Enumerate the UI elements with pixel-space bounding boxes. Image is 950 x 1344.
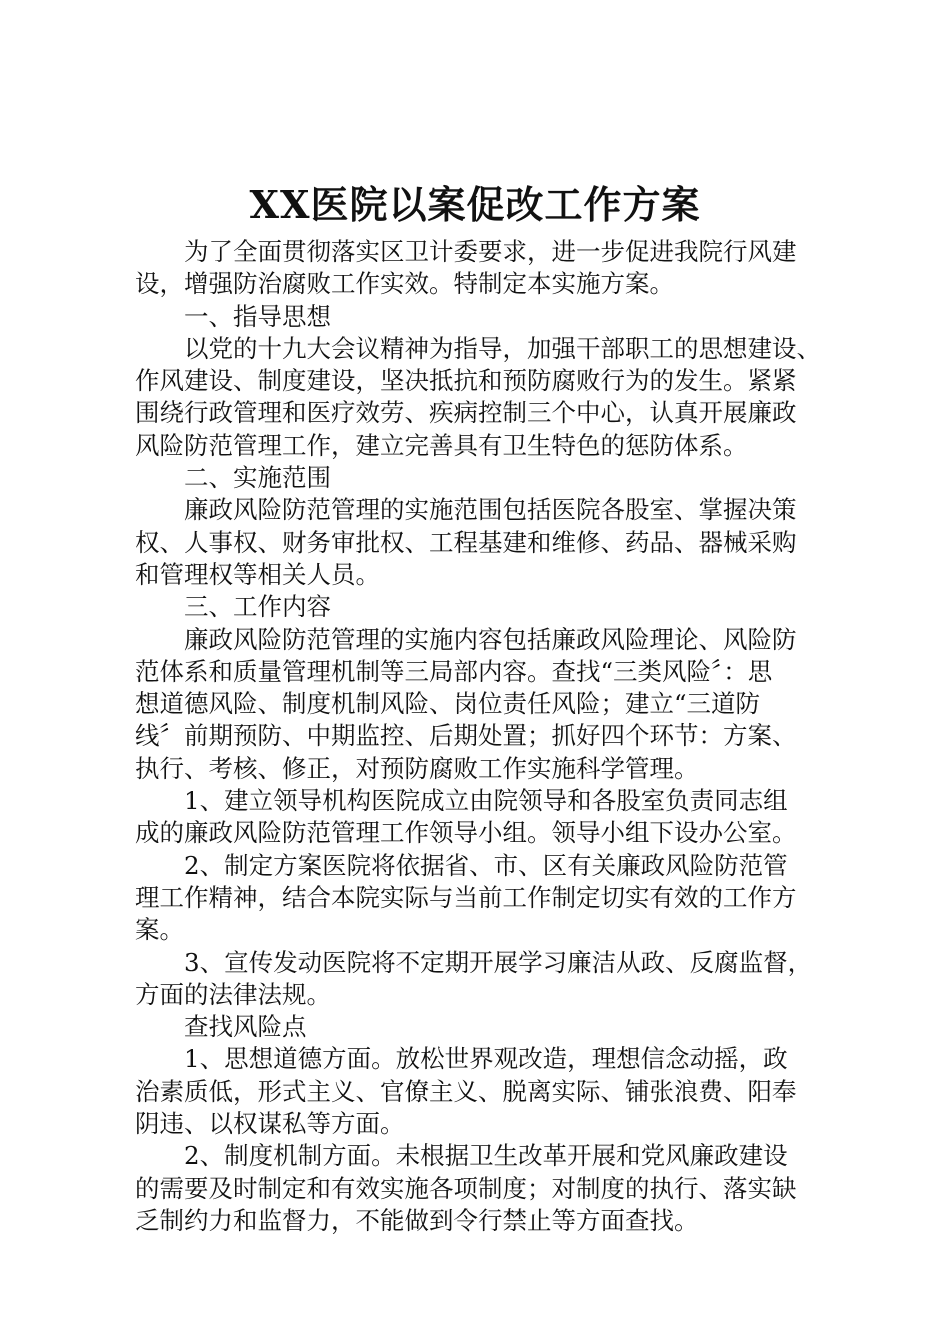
- paragraph-line: 一、指导思想: [184, 301, 331, 331]
- document-body: [135, 236, 835, 1237]
- paragraph-line: 方面的法律法规。: [135, 979, 331, 1009]
- paragraph-line: 查找风险点: [184, 1012, 307, 1042]
- paragraph: [135, 494, 835, 591]
- paragraph-line: 成的廉政风险防范管理工作领导小组。领导小组下设办公室。: [135, 818, 797, 848]
- paragraph-line: 以党的十九大会议精神为指导，加强干部职工的思想建设、: [184, 333, 821, 363]
- paragraph: [135, 1140, 835, 1237]
- paragraph-line: 1、思想道德方面。放松世界观改造，理想信念动摇，政: [184, 1044, 788, 1074]
- paragraph: [135, 333, 835, 462]
- paragraph: [135, 850, 835, 947]
- paragraph-line: 2、制度机制方面。未根据卫生改革开展和党风廉政建设: [184, 1141, 788, 1171]
- paragraph: [135, 462, 835, 494]
- paragraph: [135, 947, 835, 1012]
- paragraph-line: 设，增强防治腐败工作实效。特制定本实施方案。: [135, 269, 674, 299]
- paragraph-line: 案。: [135, 915, 184, 945]
- paragraph-line: 阴违、以权谋私等方面。: [135, 1109, 405, 1139]
- paragraph-line: 理工作精神，结合本院实际与当前工作制定切实有效的工作方: [135, 882, 797, 912]
- paragraph-line: 作风建设、制度建设，坚决抵抗和预防腐败行为的发生。紧紧: [135, 366, 797, 396]
- paragraph-line: 治素质低，形式主义、官僚主义、脱离实际、铺张浪费、阳奉: [135, 1076, 797, 1106]
- paragraph-line: 范体系和质量管理机制等三局部内容。查找“三类风险〞：思: [135, 656, 773, 686]
- paragraph-line: 想道德风险、制度机制风险、岗位责任风险；建立“三道防: [135, 689, 761, 719]
- paragraph-line: 为了全面贯彻落实区卫计委要求，进一步促进我院行风建: [184, 237, 797, 266]
- paragraph: [135, 301, 835, 333]
- paragraph-line: 1、建立领导机构医院成立由院领导和各股室负责同志组: [184, 786, 788, 816]
- paragraph-line: 风险防范管理工作，建立完善具有卫生特色的惩防体系。: [135, 430, 748, 460]
- paragraph: [135, 591, 835, 623]
- paragraph-line: 权、人事权、财务审批权、工程基建和维修、药品、器械采购: [135, 527, 797, 557]
- paragraph-line: 乏制约力和监督力，不能做到令行禁止等方面查找。: [135, 1205, 699, 1235]
- paragraph-line: 3、宣传发动医院将不定期开展学习廉洁从政、反腐监督，: [184, 947, 813, 977]
- paragraph-line: 的需要及时制定和有效实施各项制度；对制度的执行、落实缺: [135, 1173, 797, 1203]
- paragraph-line: 2、制定方案医院将依据省、市、区有关廉政风险防范管: [184, 850, 788, 880]
- paragraph-line: 执行、考核、修正，对预防腐败工作实施科学管理。: [135, 753, 699, 783]
- paragraph: [135, 624, 835, 785]
- paragraph: [135, 236, 835, 301]
- paragraph: [135, 1011, 835, 1043]
- paragraph-line: 廉政风险防范管理的实施内容包括廉政风险理论、风险防: [184, 624, 797, 654]
- document-title: XX医院以案促改工作方案: [249, 182, 701, 227]
- paragraph: [135, 1043, 835, 1140]
- paragraph: [135, 785, 835, 850]
- paragraph-line: 和管理权等相关人员。: [135, 559, 380, 589]
- paragraph-line: 廉政风险防范管理的实施范围包括医院各股室、掌握决策: [184, 495, 797, 525]
- paragraph-line: 线〞前期预防、中期监控、后期处置；抓好四个环节：方案、: [135, 721, 797, 751]
- paragraph-line: 二、实施范围: [184, 463, 331, 493]
- paragraph-line: 三、工作内容: [184, 592, 331, 622]
- paragraph-line: 围绕行政管理和医疗效劳、疾病控制三个中心，认真开展廉政: [135, 398, 797, 428]
